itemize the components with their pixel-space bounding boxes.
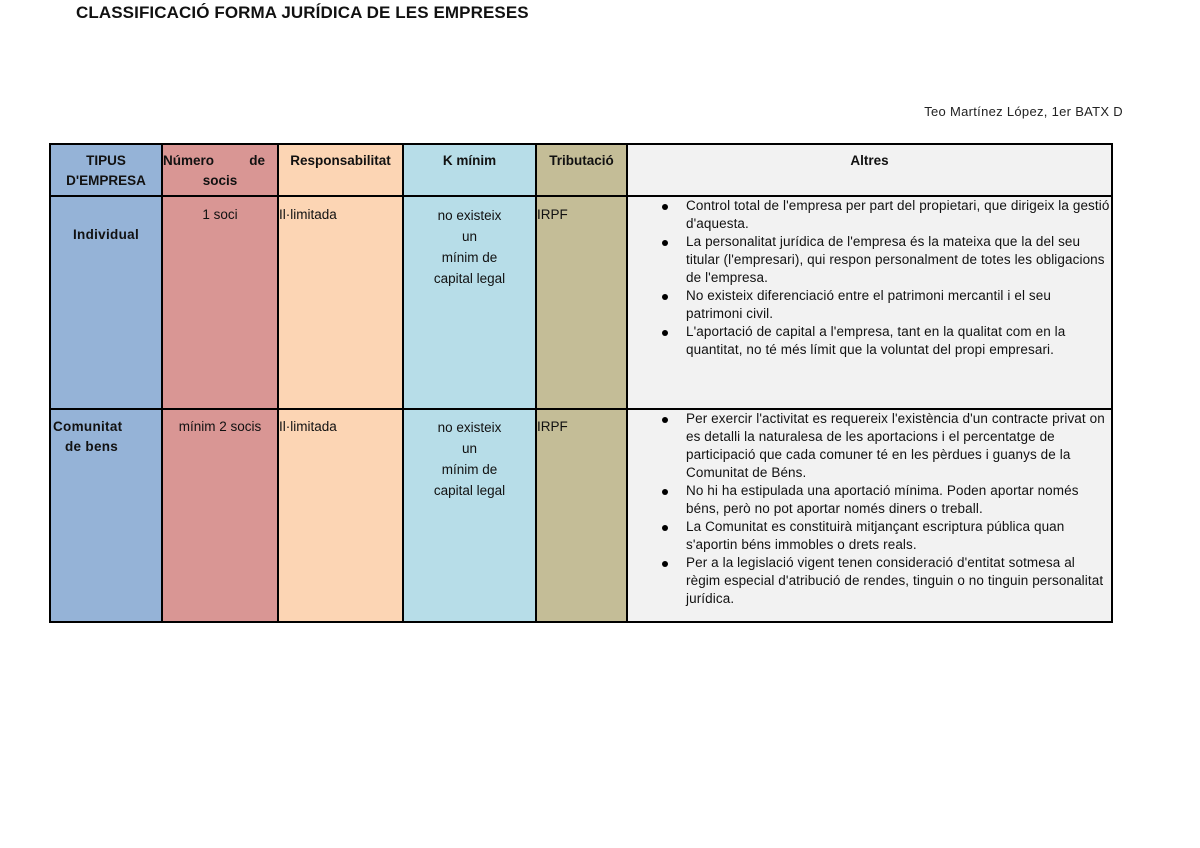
- cell-tipus: [50, 196, 162, 409]
- header-altres: Altres: [627, 144, 1112, 196]
- list-item: No hi ha estipulada una aportació mínima. Poden aportar només béns, però no pot aportar només diners o treball.: [686, 482, 1111, 518]
- cell-k-line3: mínim de: [441, 250, 498, 265]
- cell-responsabilitat: [278, 196, 403, 409]
- cell-numero: [162, 196, 278, 409]
- list-item: Control total de l'empresa per part del propietari, que dirigeix la gestió d'aquesta.: [686, 198, 1110, 231]
- classification-table: [49, 143, 1113, 623]
- cell-k-minim: [403, 196, 536, 409]
- cell-k-line2: un: [461, 441, 478, 456]
- header-responsabilitat: Responsabilitat: [278, 144, 403, 196]
- cell-tributacio-text: IRPF: [537, 419, 568, 434]
- cell-responsabilitat-text: Il·limitada: [279, 419, 337, 434]
- list-item: La Comunitat es constituirà mitjançant escriptura pública quan s'aportin béns immobles o drets reals.: [686, 518, 1111, 554]
- list-item: Per exercir l'activitat es requereix l'existència d'un contracte privat on es detalli la naturalesa de les aportacions i el percentatge de participació que cada comuner té en les pèrdues i guanys de la Comunitat de Béns.: [686, 410, 1111, 482]
- cell-tributacio-text: IRPF: [537, 207, 568, 222]
- page-title: CLASSIFICACIÓ FORMA JURÍDICA DE LES EMPRESES: [76, 3, 529, 22]
- table-row: [50, 409, 1112, 622]
- cell-k-line4: capital legal: [433, 483, 506, 498]
- cell-altres: [627, 409, 1112, 622]
- cell-numero: [162, 409, 278, 622]
- cell-tributacio: [536, 196, 627, 409]
- header-k-minim: K mínim: [403, 144, 536, 196]
- cell-tipus: [50, 409, 162, 622]
- cell-responsabilitat-text: Il·limitada: [279, 207, 337, 222]
- header-tributacio: Tributació: [536, 144, 627, 196]
- table-row: [50, 196, 1112, 409]
- cell-k-minim: [403, 409, 536, 622]
- cell-tipus-line2: de bens: [65, 439, 119, 454]
- header-row: [50, 144, 1112, 196]
- cell-k-line1: no existeix: [437, 420, 502, 435]
- cell-tributacio: [536, 409, 627, 622]
- header-tipus-line1: TIPUS: [86, 153, 126, 168]
- altres-bullet-list: [628, 410, 1111, 608]
- header-tipus: [50, 144, 162, 196]
- header-numero-word3: socis: [202, 173, 238, 188]
- author-line: Teo Martínez López, 1er BATX D: [924, 104, 1123, 119]
- cell-k-line2: un: [461, 229, 478, 244]
- cell-k-line4: capital legal: [433, 271, 506, 286]
- list-item: No existeix diferenciació entre el patrimoni mercantil i el seu patrimoni civil.: [686, 287, 1111, 323]
- cell-k-line3: mínim de: [441, 462, 498, 477]
- altres-bullet-list: [628, 197, 1111, 359]
- cell-tipus-line1: Individual: [72, 227, 139, 242]
- cell-numero-text: 1 soci: [202, 207, 238, 222]
- header-numero-word2: de: [249, 153, 265, 168]
- list-item: L'aportació de capital a l'empresa, tant en la qualitat com en la quantitat, no té més límit que la voluntat del propi empresari.: [686, 323, 1111, 359]
- cell-altres: [627, 196, 1112, 409]
- cell-responsabilitat: [278, 409, 403, 622]
- header-tipus-line2: D'EMPRESA: [66, 173, 146, 188]
- cell-tipus-line1: Comunitat: [53, 419, 123, 434]
- cell-numero-text: mínim 2 socis: [178, 419, 262, 434]
- list-item: La personalitat jurídica de l'empresa és la mateixa que la del seu titular (l'empresari), qui respon personalment de totes les obligacions de l'empresa.: [686, 233, 1111, 287]
- list-item: Per a la legislació vigent tenen consideració d'entitat sotmesa al règim especial d'atribució de rendes, tinguin o no tinguin personalitat jurídica.: [686, 554, 1111, 608]
- header-numero-word1: Número: [163, 153, 215, 168]
- cell-k-line1: no existeix: [437, 208, 502, 223]
- header-numero-socis: [162, 144, 278, 196]
